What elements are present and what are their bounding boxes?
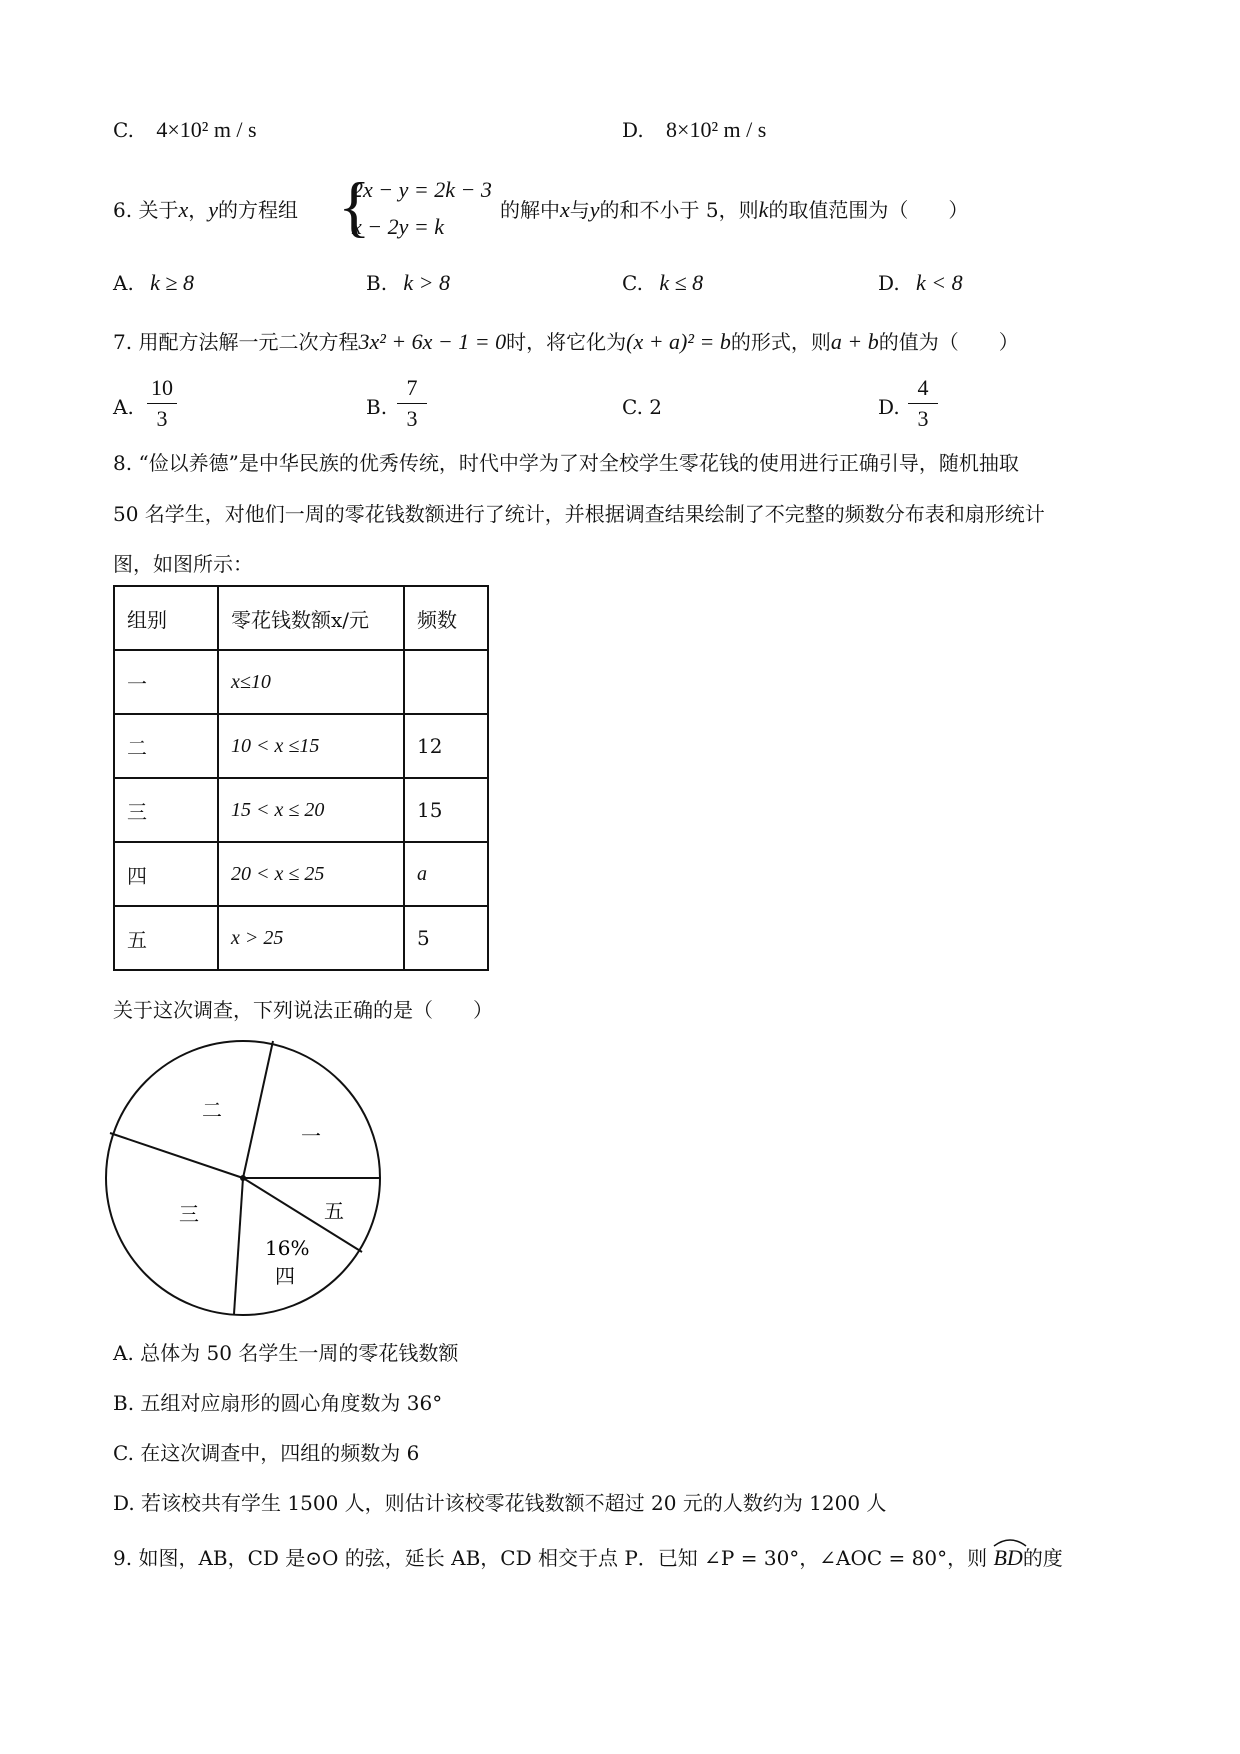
pie-label-group-2: 二 (202, 1098, 222, 1122)
fraction-bar (908, 403, 938, 404)
table-cell-group: 二 (114, 714, 218, 778)
q5-option-d (622, 117, 766, 143)
table-cell-frequency: 5 (404, 906, 488, 970)
q7-prefix: 7. 用配方法解一元二次方程 (113, 330, 359, 354)
q6-option-d-letter: D. (878, 271, 900, 295)
q6-text-after: 的解中 (500, 198, 560, 222)
q7-option-d-numerator: 4 (917, 375, 929, 400)
q7-option-b-fraction (395, 375, 429, 432)
q7-mid2: 的形式，则 (730, 330, 831, 354)
fraction-bar (397, 403, 427, 404)
q9-arc-label: BD (993, 1545, 1023, 1570)
q7-form: (x + a)² = b (626, 329, 731, 354)
pie-label-group-3: 三 (179, 1202, 199, 1226)
pie-label-group-1: 一 (301, 1124, 321, 1148)
q7-end: 的值为（ ） (878, 330, 1019, 354)
q6-option-b-letter: B. (366, 271, 388, 295)
table-cell-frequency: a (404, 842, 488, 906)
pie-divider (110, 1133, 243, 1178)
q6-k: k (758, 197, 769, 222)
q5-option-d-value: 8×10² m / s (666, 117, 767, 142)
q6-brace: { (338, 168, 371, 244)
q7-expr: a + b (830, 329, 879, 354)
q6-option-d-value: k < 8 (916, 270, 963, 295)
table-header-amount: 零花钱数额x/元 (218, 586, 404, 650)
pie-label-percent: 16% (265, 1236, 310, 1260)
q6-option-c (622, 270, 703, 296)
table-row (114, 842, 488, 906)
q7-stem (113, 329, 1019, 355)
q7-option-b-denominator: 3 (406, 406, 418, 431)
table-row (114, 650, 488, 714)
q6-equation-2: x − 2y = k (352, 214, 444, 239)
arc-symbol-icon (993, 1537, 1027, 1547)
pie-label-group-5: 五 (324, 1199, 344, 1223)
q8-option-d: D. 若该校共有学生 1500 人，则估计该校零花钱数额不超过 20 元的人数约为 1200 人 (113, 1491, 887, 1515)
q9-stem (113, 1545, 1063, 1571)
q6-option-a-value: k ≥ 8 (150, 270, 195, 295)
q9-arc (993, 1545, 1022, 1571)
q7-option-a-denominator: 3 (156, 406, 168, 431)
q9-text: 9. 如图，AB，CD 是⊙O 的弦，延长 AB，CD 相交于点 P．已知 ∠P = 30°，∠AOC = 80°，则 (113, 1546, 988, 1570)
q8-line-2: 50 名学生，对他们一周的零花钱数额进行了统计，并根据调查结果绘制了不完整的频数分布表和扇形统计 (113, 502, 1045, 526)
q8-option-b: B. 五组对应扇形的圆心角度数为 36° (113, 1391, 443, 1415)
table-cell-frequency: 15 (404, 778, 488, 842)
q7-option-b-letter: B. (366, 395, 388, 419)
q6-equation-1: 2x − y = 2k − 3 (352, 177, 492, 202)
q5-option-c (113, 117, 257, 143)
table-cell-group: 四 (114, 842, 218, 906)
q6-option-b (366, 270, 450, 296)
q6-end: 的取值范围为（ ） (768, 198, 969, 222)
fraction-bar (147, 403, 177, 404)
q8-option-c: C. 在这次调查中，四组的频数为 6 (113, 1441, 420, 1465)
q6-option-c-value: k ≤ 8 (659, 270, 704, 295)
table-cell-range: x≤10 (218, 650, 404, 714)
q7-option-a-fraction (145, 375, 179, 432)
table-header-frequency: 频数 (404, 586, 488, 650)
table-cell-frequency: 12 (404, 714, 488, 778)
q6-option-d (878, 270, 963, 296)
table-cell-range: 15 < x ≤ 20 (218, 778, 404, 842)
q6-stem-start (113, 197, 298, 223)
table-header-row (114, 586, 488, 650)
pie-center-point (240, 1175, 246, 1181)
q6-rest: 的和不小于 5，则 (599, 198, 759, 222)
q7-option-a-letter: A. (113, 395, 134, 419)
q7-option-c: C. 2 (622, 395, 663, 419)
frequency-table (113, 585, 489, 971)
q6-var-x: x (178, 197, 189, 222)
q6-option-c-letter: C. (622, 271, 643, 295)
q6-mid: 的方程组 (217, 198, 298, 222)
q7-option-d-letter: D. (878, 395, 900, 419)
q8-line-3: 图，如图所示： (113, 552, 253, 576)
q6-comma: ， (188, 198, 209, 222)
table-cell-range: 20 < x ≤ 25 (218, 842, 404, 906)
q7-mid: 时，将它化为 (506, 330, 627, 354)
table-header-group: 组别 (114, 586, 218, 650)
table-cell-range: 10 < x ≤15 (218, 714, 404, 778)
pie-divider (234, 1178, 243, 1314)
q5-option-c-value: 4×10² m / s (156, 117, 257, 142)
q7-option-a-numerator: 10 (151, 375, 173, 400)
q6-var-y: y (208, 197, 218, 222)
q9-end: 的度 (1022, 1546, 1063, 1570)
table-cell-frequency (404, 650, 488, 714)
q8-option-a: A. 总体为 50 名学生一周的零花钱数额 (113, 1341, 459, 1365)
q5-option-d-letter: D. (622, 118, 644, 142)
q6-x2: x (560, 197, 570, 222)
table-row (114, 778, 488, 842)
q6-option-a-letter: A. (113, 271, 134, 295)
pie-divider (243, 1041, 273, 1178)
q6-prefix: 6. 关于 (113, 198, 179, 222)
pie-chart (105, 1035, 405, 1325)
table-cell-group: 三 (114, 778, 218, 842)
q6-option-a (113, 270, 194, 296)
q8-question: 关于这次调查，下列说法正确的是（ ） (113, 998, 493, 1022)
pie-label-group-4: 四 (275, 1264, 295, 1288)
q7-equation: 3x² + 6x − 1 = 0 (358, 329, 507, 354)
table-row (114, 906, 488, 970)
q6-and: 与 (569, 198, 590, 222)
q6-y2: y (589, 197, 600, 222)
q6-option-b-value: k > 8 (403, 270, 451, 295)
q8-line-1: 8. “俭以养德”是中华民族的优秀传统，时代中学为了对全校学生零花钱的使用进行正确引导，随机抽取 (113, 451, 1019, 475)
q7-option-d-fraction (906, 375, 940, 432)
table-cell-group: 一 (114, 650, 218, 714)
q5-option-c-letter: C. (113, 118, 134, 142)
q6-stem-end (500, 197, 968, 223)
table-row (114, 714, 488, 778)
q7-option-d-denominator: 3 (917, 406, 929, 431)
table-cell-group: 五 (114, 906, 218, 970)
q7-option-b-numerator: 7 (406, 375, 418, 400)
table-cell-range: x > 25 (218, 906, 404, 970)
